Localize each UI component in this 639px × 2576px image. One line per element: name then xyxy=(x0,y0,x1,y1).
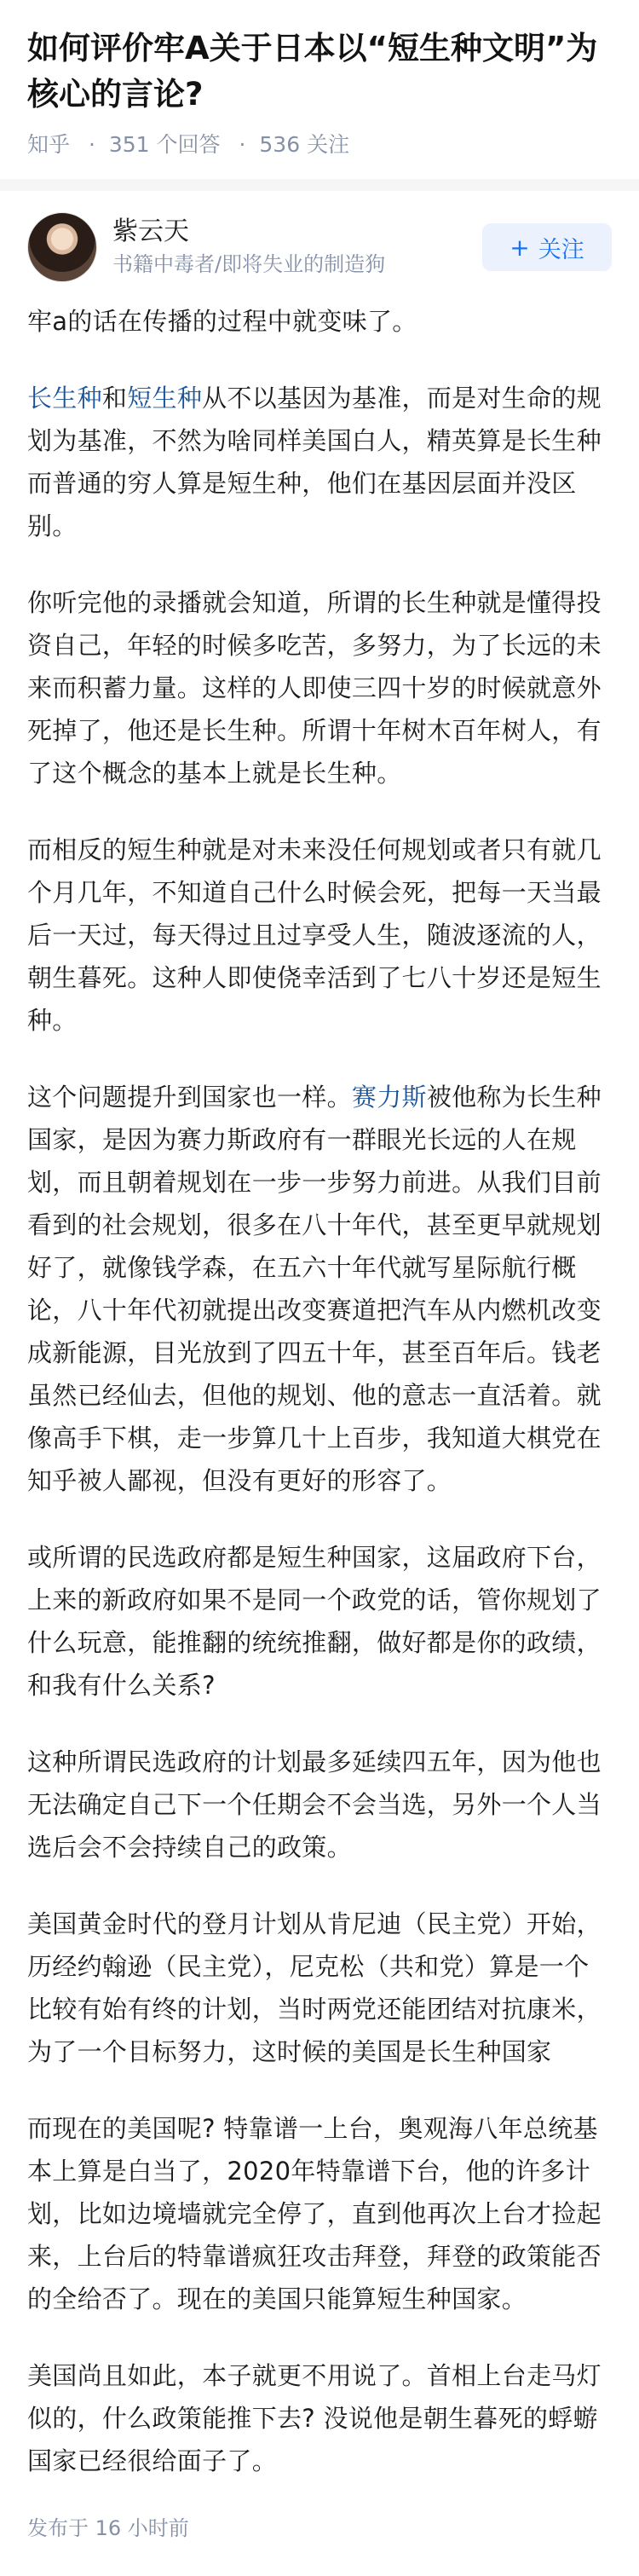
avatar[interactable] xyxy=(27,212,97,282)
answer-paragraph xyxy=(27,377,612,547)
paragraph-text: 被他称为长生种国家，是因为赛力斯政府有一群眼光长远的人在规划，而且朝着规划在一步一步努力前进。从我们目前看到的社会规划，很多在八十年代，甚至更早就规划好了，就像钱学森，在五六十年代就写星际航行概论，八十年代初就提出改变赛道把汽车从内燃机改变成新能源，目光放到了四五十年，甚至百年后。钱老虽然已经仙去，但他的规划、他的意志一直活着。就像高手下棋，走一步算几十上百步，我知道大棋党在知乎被人鄙视，但没有更好的形容了。 xyxy=(27,1083,602,1495)
meta-separator: · xyxy=(88,132,95,157)
question-meta xyxy=(27,130,612,160)
author-name[interactable]: 紫云天 xyxy=(112,217,189,246)
source-label[interactable]: 知乎 xyxy=(27,132,71,157)
section-divider xyxy=(0,179,639,191)
follower-count[interactable]: 536 关注 xyxy=(259,132,350,157)
answer-paragraph: 而相反的短生种就是对未来没任何规划或者只有就几个月几年，不知道自己什么时候会死，把每一天当最后一天过，每天得过且过享受人生，随波逐流的人，朝生暮死。这种人即使侥幸活到了七八十岁还是短生种。 xyxy=(27,835,602,1035)
answer-paragraph: 这种所谓民选政府的计划最多延续四五年，因为他也无法确定自己下一个任期会不会当选，另外一个人当选后会不会持续自己的政策。 xyxy=(27,1747,602,1862)
answer-paragraph: 美国黄金时代的登月计划从肯尼迪（民主党）开始，历经约翰逊（民主党），尼克松（共和党）算是一个比较有始有终的计划，当时两党还能团结对抗康米，为了一个目标努力，这时候的美国是长生种国家 xyxy=(27,1909,602,2066)
author-bio: 书籍中毒者/即将失业的制造狗 xyxy=(112,252,386,276)
paragraph-text: 从不以基因为基准，而是对生命的规划为基准，不然为啥同样美国白人，精英算是长生种而普通的穷人算是短生种，他们在基因层面并没区别。 xyxy=(27,384,602,540)
question-title[interactable]: 如何评价牢A关于日本以“短生种文明”为核心的言论? xyxy=(27,30,598,113)
meta-separator: · xyxy=(239,132,246,157)
answer-paragraph: 你听完他的录播就会知道，所谓的长生种就是懂得投资自己，年轻的时候多吃苦，多努力，为了长远的未来而积蓄力量。这样的人即使三四十岁的时候就意外死掉了，他还是长生种。所谓十年树木百年树人，有了这个概念的基本上就是长生种。 xyxy=(27,588,602,788)
paragraph-text: 和 xyxy=(101,384,128,413)
answer-count[interactable]: 351 个回答 xyxy=(108,132,221,157)
answer-paragraph: 或所谓的民选政府都是短生种国家，这届政府下台，上来的新政府如果不是同一个政党的话，管你规划了什么玩意，能推翻的统统推翻，做好都是你的政绩，和我有什么关系? xyxy=(27,1543,602,1700)
answer-paragraph: 而现在的美国呢? 特靠谱一上台，奥观海八年总统基本上算是白当了，2020年特靠谱下台，他的许多计划，比如边境墙就完全停了，直到他再次上台才捡起来，上台后的特靠谱疯狂攻击拜登，拜登的政策能否的全给否了。现在的美国只能算短生种国家。 xyxy=(27,2114,602,2313)
posted-time: 发布于 16 小时前 xyxy=(27,2516,189,2540)
author-row xyxy=(27,191,612,283)
follow-button[interactable] xyxy=(482,223,612,271)
author-info xyxy=(112,215,482,280)
answer-paragraph: 美国尚且如此，本子就更不用说了。首相上台走马灯似的，什么政策能推下去? 没说他是朝生暮死的蜉蝣国家已经很给面子了。 xyxy=(27,2361,602,2475)
keyword-link[interactable]: 短生种 xyxy=(127,384,203,413)
follow-label: 关注 xyxy=(538,236,584,263)
answer-body xyxy=(27,300,612,2541)
keyword-link[interactable]: 赛力斯 xyxy=(351,1083,427,1112)
answer-paragraph xyxy=(27,1076,612,1502)
plus-icon: + xyxy=(509,233,530,262)
paragraph-text: 这个问题提升到国家也一样。 xyxy=(27,1083,352,1112)
answer-paragraph: 牢a的话在传播的过程中就变味了。 xyxy=(27,307,417,336)
keyword-link[interactable]: 长生种 xyxy=(27,384,102,413)
